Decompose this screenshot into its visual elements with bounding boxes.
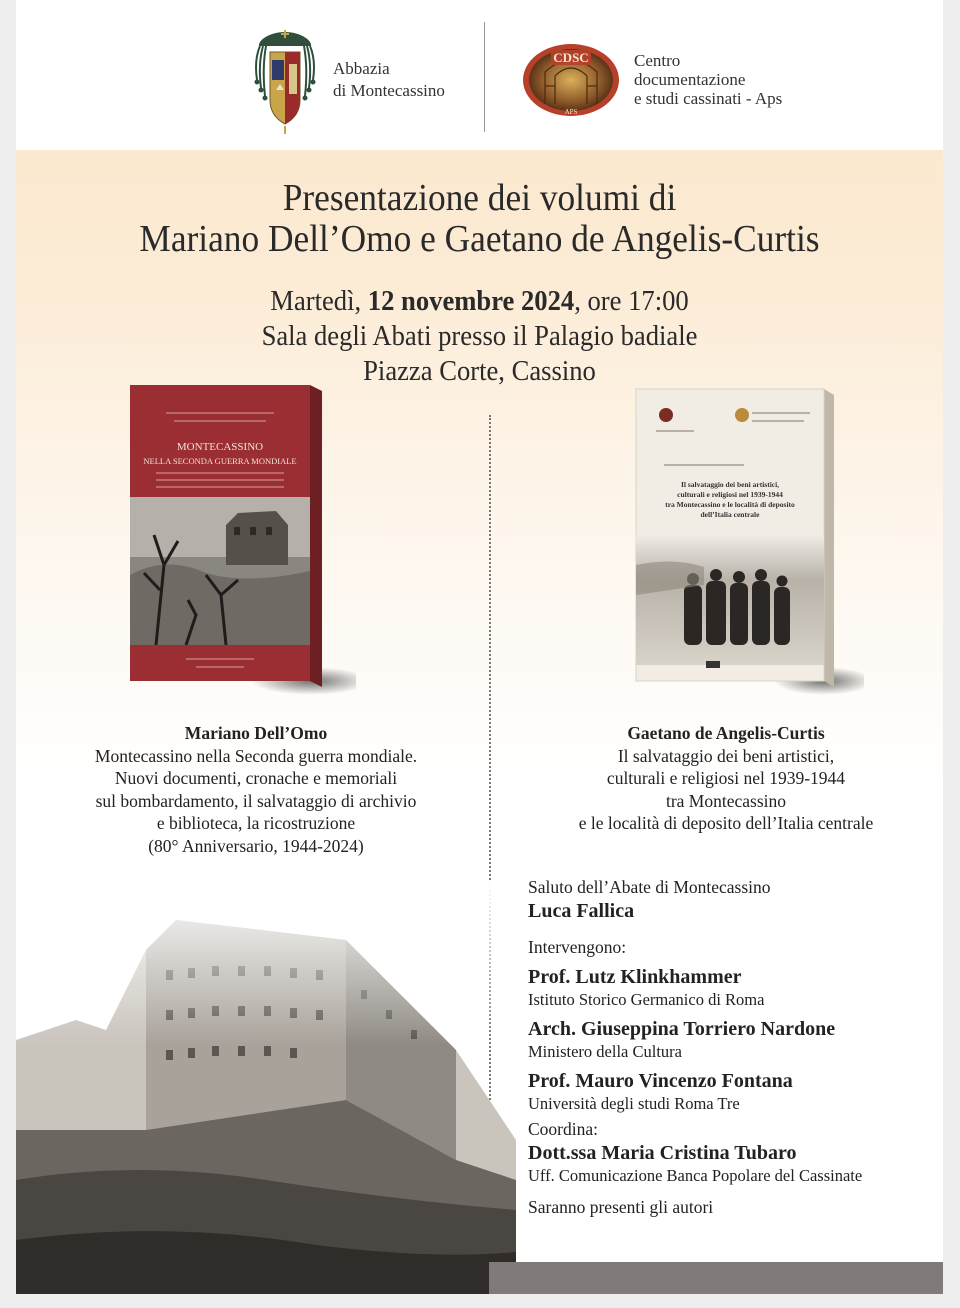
- moderator-label: Coordina:: [528, 1119, 598, 1139]
- main-band: [16, 150, 943, 1294]
- cdsc-logo-sub: APS: [564, 108, 578, 116]
- book1-cover-title-2: NELLA SECONDA GUERRA MONDIALE: [143, 456, 297, 466]
- book2-desc-1: Il salvataggio dei beni artistici,: [617, 745, 835, 766]
- book1-cover-title-1: MONTECASSINO: [176, 441, 264, 453]
- book1-desc-5: (80° Anniversario, 1944-2024): [148, 835, 364, 856]
- event-date: 12 novembre 2024: [367, 286, 575, 317]
- poster: [16, 0, 943, 1294]
- book2-desc-2: culturali e religiosi nel 1939-1944: [606, 768, 846, 788]
- book1-desc-4: e biblioteca, la ricostruzione: [156, 813, 356, 833]
- book2-cover-title-4: dell’Italia centrale: [700, 510, 760, 519]
- bottom-bar: [489, 1262, 943, 1294]
- closing-note: Saranno presenti gli autori: [528, 1197, 714, 1217]
- book-cover-deangelis: [634, 385, 864, 695]
- book1-author: Mariano Dell’Omo: [184, 723, 328, 743]
- moderator-affiliation: Uff. Comunicazione Banca Popolare del Cassinate: [528, 1166, 863, 1185]
- header: [16, 0, 943, 150]
- speaker-name: Prof. Lutz Klinkhammer: [528, 966, 742, 988]
- speaker-name: Arch. Giuseppina Torriero Nardone: [528, 1018, 836, 1040]
- event-details: [39, 284, 920, 389]
- book-cover-dellomo: [126, 385, 356, 695]
- event-date-line: Martedì, 12 novembre 2024, ore 17:00: [270, 286, 689, 317]
- abbey-ruins-photo: [16, 880, 516, 1294]
- greeting-label: Saluto dell’Abate di Montecassino: [528, 877, 771, 897]
- book2-desc-3: tra Montecassino: [665, 790, 787, 811]
- speaker-affiliation: Istituto Storico Germanico di Roma: [528, 990, 765, 1009]
- book2-cover-title-3: tra Montecassino e le località di deposito: [665, 500, 795, 509]
- book2-caption: [526, 722, 926, 835]
- abbey-coat-of-arms-icon: [254, 30, 316, 134]
- moderator-name: Dott.ssa Maria Cristina Tubaro: [528, 1142, 797, 1164]
- speaker-affiliation: Ministero della Cultura: [528, 1042, 682, 1061]
- book1-desc-3: sul bombardamento, il salvataggio di archivio: [95, 790, 417, 811]
- speakers-label: Intervengono:: [528, 937, 627, 957]
- page-title: Presentazione dei volumi di Mariano Dell’Omo e Gaetano de Angelis-Curtis: [139, 177, 820, 260]
- program: [528, 876, 928, 1218]
- speaker-name: Prof. Mauro Vincenzo Fontana: [528, 1070, 793, 1092]
- speaker-affiliation: Università degli studi Roma Tre: [528, 1094, 740, 1113]
- book2-cover-title-2: culturali e religiosi nel 1939-1944: [677, 490, 783, 499]
- book2-author: Gaetano de Angelis-Curtis: [627, 723, 825, 743]
- header-divider: [484, 22, 485, 132]
- book1-desc-2: Nuovi documenti, cronache e memoriali: [114, 768, 398, 788]
- book2-cover-title-1: Il salvataggio dei beni artistici,: [680, 480, 780, 489]
- book1-caption: [56, 722, 456, 857]
- cdsc-logo-icon: [521, 42, 621, 118]
- event-address: Piazza Corte, Cassino: [363, 356, 596, 387]
- abbot-name: Luca Fallica: [528, 900, 635, 922]
- book2-desc-4: e le località di deposito dell’Italia centrale: [578, 813, 874, 833]
- abbey-name: Abbazia di Montecassino: [333, 59, 445, 100]
- event-venue: Sala degli Abati presso il Palagio badiale: [261, 321, 698, 352]
- cdsc-name: Centro documentazione e studi cassinati - Aps: [634, 51, 783, 108]
- book1-desc-1: Montecassino nella Seconda guerra mondiale.: [94, 745, 418, 766]
- cdsc-logo-text: CDSC: [553, 50, 589, 65]
